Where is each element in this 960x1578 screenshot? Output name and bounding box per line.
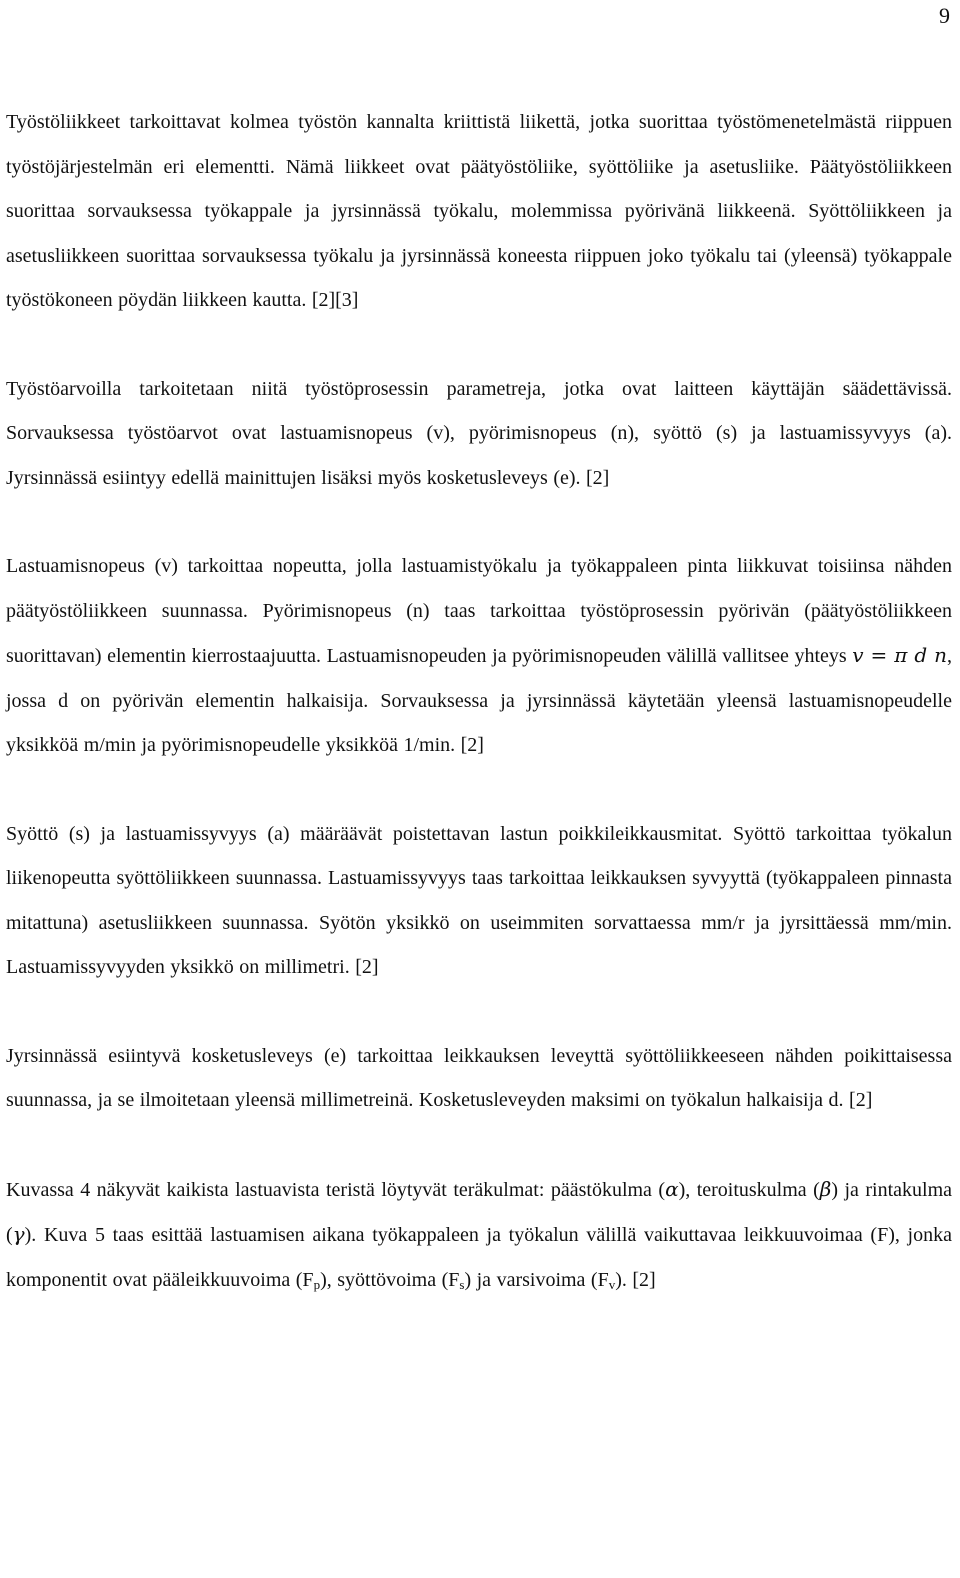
alpha-symbol: α bbox=[665, 1176, 679, 1201]
angles-text-3: ) ja rintakulma ( bbox=[6, 1178, 953, 1246]
paragraph-feed-and-depth: Syöttö (s) ja lastuamissyvyys (a) määräävät poistettavan lastun poikkileikkausmitat. Syöttö tarkoittaa työkalun liikenopeutta syöttöliikkeen suunnassa. Lastuamissyvyys taas tarkoittaa leikkauksen syvyyttä (työkappaleen pinnasta mitattuna) asetusliikkeen suunnassa. Syötön yksikkö on useimmiten sorvattaessa mm/r ja jyrsittäessä mm/min. Lastuamissyvyyden yksikkö on millimetri. [2] bbox=[6, 822, 952, 978]
paragraph-cutting-speed bbox=[6, 544, 952, 768]
angles-text-5: ), syöttövoima (F bbox=[320, 1268, 460, 1291]
cutting-speed-formula: v = π d n bbox=[852, 643, 947, 667]
cutting-speed-text-start: Lastuamisnopeus (v) tarkoittaa nopeutta, jolla lastuamistyökalu ja työkappaleen pinta liikkuvat toisiinsa nähden päätyöstöliikkeen suunnassa. Pyörimisnopeus (n) taas tarkoittaa työstöprosessin pyörivän (päätyöstöliikkeen suorittavan) elementin kierrostaajuutta. Lastuamisnopeuden ja pyörimisnopeuden välillä vallitsee yhteys bbox=[6, 555, 952, 667]
angles-text-4: ). Kuva 5 taas esittää lastuamisen aikana työkappaleen ja työkalun välillä vaikuttavaa leikkuuvoimaa (F), jonka komponentit ovat pääleikkuuvoima (F bbox=[6, 1224, 952, 1291]
paragraph-contact-width: Jyrsinnässä esiintyvä kosketusleveys (e) tarkoittaa leikkauksen leveyttä syöttöliikkeeseen nähden poikittaisessa suunnassa, ja se ilmoitetaan yleensä millimetreinä. Kosketusleveyden maksimi on työkalun halkaisija d. [2] bbox=[6, 1044, 952, 1111]
force-subscript-s: s bbox=[459, 1276, 465, 1292]
paragraph-machining-values: Työstöarvoilla tarkoitetaan niitä työstöprosessin parametreja, jotka ovat laitteen käyttäjän säädettävissä. Sorvauksessa työstöarvot ovat lastuamisnopeus (v), pyörimisnopeus (n), syöttö (s) ja lastuamissyvyys (a). Jyrsinnässä esiintyy edellä mainittujen lisäksi myös kosketusleveys (e). [2] bbox=[6, 377, 952, 489]
angles-text-1: Kuvassa 4 näkyvät kaikista lastuavista teristä löytyvät teräkulmat: päästökulma ( bbox=[6, 1178, 666, 1201]
force-subscript-v: v bbox=[608, 1276, 616, 1292]
cutting-speed-text-end: , jossa d on pyörivän elementin halkaisija. Sorvauksessa ja jyrsinnässä käytetään yleensä lastuamisnopeudelle yksikköä m/min ja pyörimisnopeudelle yksikköä 1/min. [2] bbox=[6, 645, 952, 756]
paragraph-tool-angles-and-forces bbox=[6, 1167, 952, 1308]
beta-symbol: β bbox=[819, 1176, 832, 1201]
document-body bbox=[6, 100, 952, 1351]
gamma-symbol: γ bbox=[12, 1222, 25, 1246]
paragraph-machining-motions: Työstöliikkeet tarkoittavat kolmea työstön kannalta kriittistä liikettä, jotka suorittaa työstömenetelmästä riippuen työstöjärjestelmän eri elementti. Nämä liikkeet ovat päätyöstöliike, syöttöliike ja asetusliike. Päätyöstöliikkeen suorittaa sorvauksessa työkappale ja jyrsinnässä työkalu, molemmissa pyörivänä liikkeenä. Syöttöliikkeen ja asetusliikkeen suorittaa sorvauksessa työkalu ja jyrsinnässä koneesta riippuen joko työkalu tai (yleensä) työkappale työstökoneen pöydän liikkeen kautta. [2][3] bbox=[6, 111, 952, 311]
angles-text-2: ), teroituskulma ( bbox=[678, 1178, 820, 1201]
page-number: 9 bbox=[939, 3, 950, 28]
force-subscript-p: p bbox=[313, 1276, 321, 1292]
angles-text-6: ) ja varsivoima (F bbox=[464, 1268, 609, 1291]
angles-text-7: ). [2] bbox=[615, 1268, 656, 1291]
